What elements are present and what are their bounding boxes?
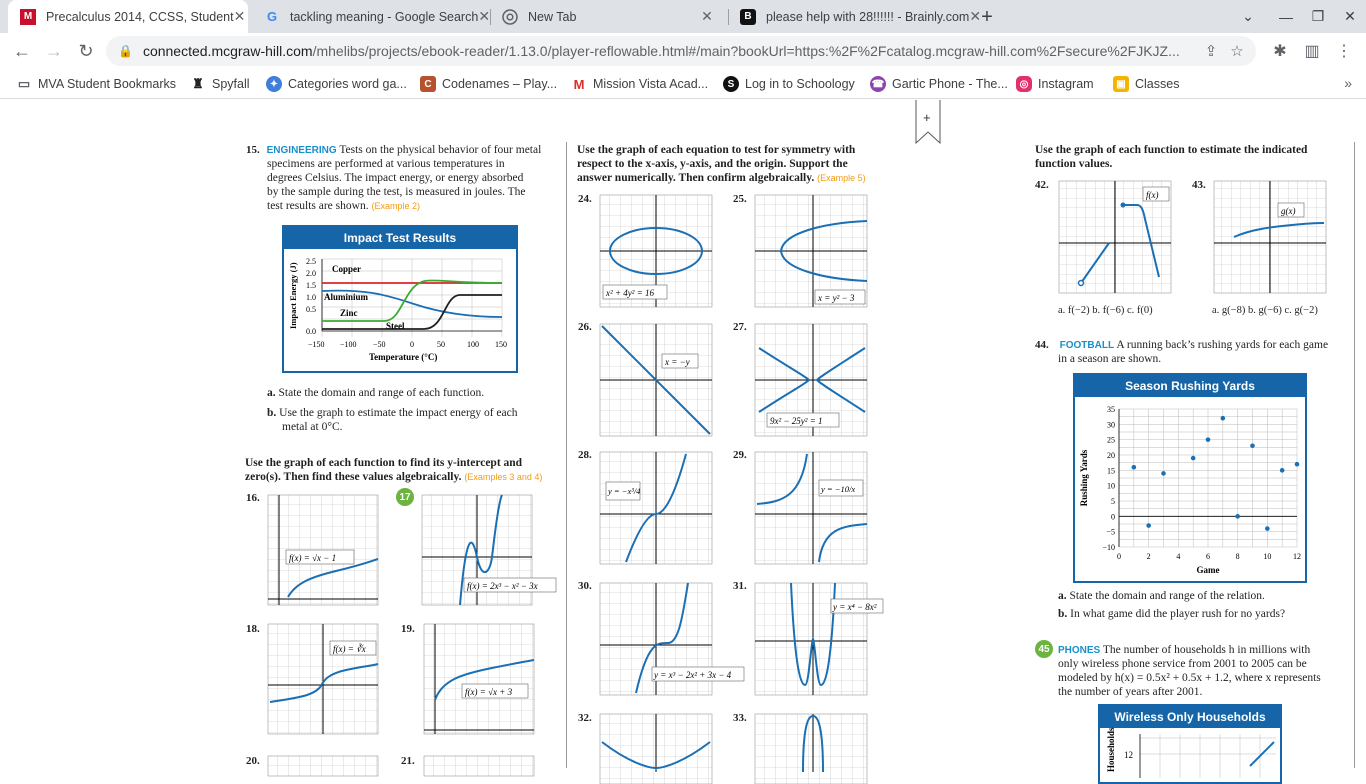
graph-16 xyxy=(266,493,382,609)
problem-parts: a. f(−2) b. f(−6) c. f(0) xyxy=(1058,305,1153,316)
url-text xyxy=(143,43,1198,59)
problem-number: 44. xyxy=(1035,339,1049,351)
graph-label: y = x³ − 2x² + 3x − 4 xyxy=(654,670,732,680)
tab-search-icon[interactable]: ⌄ xyxy=(1242,8,1254,24)
problem-text: The number of households h in millions with xyxy=(1102,644,1311,656)
x-axis-label: Game xyxy=(1196,565,1220,575)
column-divider xyxy=(1354,142,1355,768)
problem-number: 26. xyxy=(578,321,592,333)
categories-icon: ✦ xyxy=(266,76,282,92)
close-icon[interactable]: ✕ xyxy=(478,8,491,24)
graph-label: y = x⁴ − 8x² xyxy=(833,602,877,612)
x-tick: 150 xyxy=(495,340,507,349)
legend-zinc: Zinc xyxy=(340,308,358,318)
problem-number: 43. xyxy=(1192,179,1206,191)
problem-15 xyxy=(246,144,556,158)
y-tick: 0.0 xyxy=(306,327,316,336)
problem-text-line: test results are shown. xyxy=(267,200,369,212)
problem-number: 29. xyxy=(733,449,747,461)
data-point xyxy=(1235,514,1240,519)
graph-42 xyxy=(1057,179,1175,297)
problem-number: 15. xyxy=(246,144,260,156)
problem-text: the number of years after 2001. xyxy=(1058,686,1203,698)
back-icon[interactable]: ← xyxy=(13,40,31,61)
section-heading: Use the graph of each function to find its y-intercept and xyxy=(245,457,523,469)
graph-17 xyxy=(420,493,560,609)
tab-strip xyxy=(0,0,1366,33)
graph-43 xyxy=(1212,179,1330,297)
browser-toolbar xyxy=(0,33,1366,69)
bookmark-label: MVA Student Bookmarks xyxy=(38,77,177,91)
section-heading-line: answer numerically. Then confirm algebraically. xyxy=(577,172,815,184)
lock-icon[interactable]: 🔒 xyxy=(118,44,133,58)
graph-label: x = −y xyxy=(665,357,690,367)
topic-label: PHONES xyxy=(1058,645,1101,656)
chart-title: Impact Test Results xyxy=(284,227,516,249)
tab-precalculus[interactable] xyxy=(8,0,248,33)
example-reference: (Example 5) xyxy=(817,173,866,183)
x-tick: 0 xyxy=(1117,552,1121,561)
menu-icon[interactable]: ⋮ xyxy=(1336,43,1352,60)
ebook-page xyxy=(0,100,1366,772)
graph-21 xyxy=(422,754,538,768)
part-label: b. xyxy=(1058,608,1068,620)
problem-number: 25. xyxy=(733,193,747,205)
reload-icon[interactable]: ↻ xyxy=(78,40,94,61)
graph-label: f(x) xyxy=(1146,190,1159,200)
y-tick: 20 xyxy=(1107,451,1115,460)
graph-27 xyxy=(753,322,871,438)
share-icon[interactable]: ⇪ xyxy=(1204,43,1218,60)
url-path: /mhelibs/projects/ebook-reader/1.13.0/player-reflowable.html#/main?bookUrl=https:%2F%2Fcatalog.mcgraw-hill.com%2Fsecure%2FJKJZ... xyxy=(312,43,1180,59)
bookmark-gartic-phone[interactable] xyxy=(870,75,1008,93)
bookmark-mission-vista[interactable] xyxy=(571,75,708,93)
chrome-icon xyxy=(502,9,518,25)
bookmark-classes[interactable] xyxy=(1113,75,1179,93)
graph-33 xyxy=(753,712,871,772)
legend-copper: Copper xyxy=(332,264,361,274)
graph-label: y = −10/x xyxy=(821,484,856,494)
bookmark-instagram[interactable] xyxy=(1016,75,1094,93)
bookmark-label: Instagram xyxy=(1038,77,1094,91)
data-point xyxy=(1250,444,1255,449)
forward-icon[interactable]: → xyxy=(45,40,63,61)
y-tick: −5 xyxy=(1106,527,1115,537)
bookmark-plus-icon: + xyxy=(923,110,931,125)
tab-title: New Tab xyxy=(528,9,577,24)
problem-number: 20. xyxy=(246,755,260,767)
problem-number-badge: 17 xyxy=(396,488,414,506)
close-icon[interactable]: ✕ xyxy=(233,8,246,24)
problem-text: modeled by h(x) = 0.5x² + 0.5x + 1.2, where x represents xyxy=(1058,672,1321,684)
x-axis-label: Temperature (°C) xyxy=(369,352,438,362)
data-point xyxy=(1280,468,1285,473)
section-heading-line: zero(s). Then find these values algebraically. xyxy=(245,471,462,483)
bookmark-categories[interactable] xyxy=(266,75,407,93)
graph-28 xyxy=(598,450,716,566)
wireless-households-chart xyxy=(1098,704,1282,784)
codenames-icon: C xyxy=(420,76,436,92)
y-tick: 30 xyxy=(1107,420,1115,430)
tab-title: tackling meaning - Google Search xyxy=(290,9,479,24)
new-tab-button[interactable]: + xyxy=(981,5,993,28)
y-tick: 1.5 xyxy=(306,281,316,290)
part-label: a. xyxy=(1058,590,1067,602)
section-heading xyxy=(577,172,866,186)
wireless-chart-plot xyxy=(1100,728,1280,778)
graph-label: f(x) = √x − 1 xyxy=(289,553,337,563)
data-point xyxy=(1191,456,1196,461)
graph-label: 9x² − 25y² = 1 xyxy=(770,416,823,426)
bookmark-label: Classes xyxy=(1135,77,1180,91)
x-tick: 6 xyxy=(1206,552,1210,561)
y-tick: 0.5 xyxy=(306,305,316,314)
part-label: a. xyxy=(267,387,276,399)
x-tick: 10 xyxy=(1263,552,1272,561)
y-tick: 12 xyxy=(1124,750,1133,760)
x-tick: 100 xyxy=(467,340,479,349)
graph-31 xyxy=(753,581,885,697)
graph-19 xyxy=(422,622,538,738)
y-tick: 25 xyxy=(1107,435,1115,445)
part-text: State the domain and range of the relation. xyxy=(1069,590,1265,602)
topic-label: ENGINEERING xyxy=(266,145,337,156)
y-tick: 35 xyxy=(1107,405,1115,414)
gartic-icon: ☎ xyxy=(870,76,886,92)
data-point xyxy=(1161,471,1166,476)
gmail-icon: M xyxy=(573,76,585,92)
mcgraw-hill-icon: M xyxy=(20,9,36,25)
problem-number: 32. xyxy=(578,712,592,724)
data-point xyxy=(1221,416,1226,421)
y-tick: 1.0 xyxy=(306,293,316,302)
problem-number: 21. xyxy=(401,755,415,767)
bookmark-label: Gartic Phone - The... xyxy=(892,77,1008,91)
more-bookmarks-icon[interactable]: » xyxy=(1344,75,1352,91)
rushing-chart-plot xyxy=(1075,397,1305,581)
url-host: connected.mcgraw-hill.com xyxy=(142,43,313,59)
section-heading: Use the graph of each equation to test for symmetry with xyxy=(577,144,856,156)
y-tick: 2.5 xyxy=(306,257,316,266)
problem-number: 16. xyxy=(246,492,260,504)
problem-number: 19. xyxy=(401,623,415,635)
x-tick: −50 xyxy=(373,340,386,349)
problem-number: 42. xyxy=(1035,179,1049,191)
x-tick: 8 xyxy=(1235,552,1240,561)
add-bookmark-button[interactable] xyxy=(915,100,941,144)
y-tick: 15 xyxy=(1107,466,1115,476)
google-icon: G xyxy=(266,9,278,24)
bookmark-label: Mission Vista Acad... xyxy=(593,77,709,91)
part-text: State the domain and range of each function. xyxy=(278,387,485,399)
problem-number-badge: 45 xyxy=(1035,640,1053,658)
graph-32 xyxy=(598,712,716,772)
tab-brainly[interactable] xyxy=(728,0,982,33)
problem-15b xyxy=(267,407,517,421)
problem-number: 18. xyxy=(246,623,260,635)
x-tick: 2 xyxy=(1146,552,1151,561)
y-axis-label: Households xyxy=(1106,727,1116,772)
x-tick: −150 xyxy=(308,340,325,349)
section-heading: respect to the x-axis, y-axis, and the origin. Support the xyxy=(577,158,848,170)
y-axis-label: Impact Energy (J) xyxy=(288,262,298,329)
problem-number: 31. xyxy=(733,580,747,592)
graph-26 xyxy=(598,322,716,438)
bookmark-label: Spyfall xyxy=(212,77,250,91)
restore-button[interactable]: ❐ xyxy=(1311,8,1325,24)
problem-text: A running back’s rushing yards for each game xyxy=(1116,339,1329,351)
problem-text: in a season are shown. xyxy=(1058,353,1162,365)
rushing-yards-chart xyxy=(1073,373,1307,583)
section-heading: function values. xyxy=(1035,158,1113,170)
problem-44b xyxy=(1058,608,1285,622)
tab-title: please help with 28!!!!!! - Brainly.com xyxy=(766,9,970,24)
bookmark-codenames[interactable] xyxy=(420,75,557,93)
address-bar[interactable] xyxy=(106,36,1256,66)
problem-text: by the sample during the test, is measured in joules. The xyxy=(267,186,526,198)
graph-18 xyxy=(266,622,382,738)
impact-chart-plot xyxy=(284,249,516,371)
problem-text: degrees Celsius. The impact energy, or energy absorbed xyxy=(267,172,524,184)
section-heading xyxy=(245,471,542,485)
part-text: In what game did the player rush for no yards? xyxy=(1070,608,1286,620)
close-icon[interactable]: ✕ xyxy=(701,8,713,24)
problem-text: Tests on the physical behavior of four metal xyxy=(339,144,542,156)
impact-test-chart xyxy=(282,225,518,373)
part-text: Use the graph to estimate the impact energy of each xyxy=(279,407,518,419)
problem-45 xyxy=(1058,644,1310,658)
bookmark-spyfall[interactable] xyxy=(190,75,250,93)
graph-30 xyxy=(598,581,748,697)
extensions-icon[interactable]: ✱ xyxy=(1273,43,1287,60)
topic-label: FOOTBALL xyxy=(1059,340,1115,351)
graph-29 xyxy=(753,450,871,566)
graph-label: f(x) = ∛x xyxy=(333,644,366,654)
x-tick: 50 xyxy=(437,340,445,349)
bookmark-mva-student[interactable] xyxy=(16,75,176,93)
part-label: b. xyxy=(267,407,277,419)
problem-number: 24. xyxy=(578,193,592,205)
problem-text xyxy=(267,200,567,214)
problem-text: specimens are performed at various temperatures in xyxy=(267,158,505,170)
example-reference: (Examples 3 and 4) xyxy=(464,472,543,482)
problem-number: 33. xyxy=(733,712,747,724)
tab-google-search[interactable] xyxy=(252,0,491,33)
chart-title: Season Rushing Yards xyxy=(1075,375,1305,397)
close-window-button[interactable]: ✕ xyxy=(1344,8,1356,24)
y-tick: 5 xyxy=(1111,497,1115,506)
bookmark-schoology[interactable] xyxy=(723,75,855,93)
problem-text: only wireless phone service from 2001 to 2005 can be xyxy=(1058,658,1307,670)
classroom-icon: ▣ xyxy=(1113,76,1129,92)
column-divider xyxy=(566,142,567,768)
x-tick: 0 xyxy=(410,340,414,349)
problem-44 xyxy=(1035,339,1328,353)
problem-parts: a. g(−8) b. g(−6) c. g(−2) xyxy=(1212,305,1318,316)
graph-label: f(x) = 2x³ − x² − 3x xyxy=(467,581,538,591)
graph-label: x² + 4y² = 16 xyxy=(606,288,655,298)
graph-label: g(x) xyxy=(1281,206,1296,216)
legend-steel: Steel xyxy=(386,321,405,331)
x-tick: 4 xyxy=(1176,552,1181,561)
spy-icon: ♜ xyxy=(192,76,204,91)
tab-title: Precalculus 2014, CCSS, Student xyxy=(46,9,234,24)
data-point xyxy=(1206,437,1211,442)
graph-20 xyxy=(266,754,382,768)
section-heading: Use the graph of each function to estimate the indicated xyxy=(1035,144,1308,156)
side-panel-icon[interactable]: ▥ xyxy=(1304,43,1320,60)
problem-number: 28. xyxy=(578,449,592,461)
schoology-icon: S xyxy=(723,76,739,92)
minimize-button[interactable]: — xyxy=(1279,8,1293,25)
close-icon[interactable]: ✕ xyxy=(969,8,982,24)
chart-title: Wireless Only Households xyxy=(1100,706,1280,728)
data-point xyxy=(1295,462,1300,467)
tab-new-tab[interactable] xyxy=(490,0,725,33)
bookmarks-bar xyxy=(0,69,1366,99)
problem-15a xyxy=(267,387,484,401)
data-point xyxy=(1132,465,1137,470)
legend-aluminium: Aluminium xyxy=(324,292,369,302)
problem-number: 30. xyxy=(578,580,592,592)
problem-number: 27. xyxy=(733,321,747,333)
graph-25 xyxy=(753,193,871,309)
part-text: metal at 0°C. xyxy=(282,421,343,433)
y-tick: −10 xyxy=(1102,543,1115,552)
folder-icon: ▭ xyxy=(17,76,31,91)
problem-44a xyxy=(1058,590,1265,604)
instagram-icon: ◎ xyxy=(1016,76,1032,92)
bookmark-label: Categories word ga... xyxy=(288,77,407,91)
brainly-icon: B xyxy=(740,9,756,25)
graph-24 xyxy=(598,193,716,309)
y-tick: 10 xyxy=(1107,481,1115,491)
graph-label: f(x) = √x + 3 xyxy=(465,687,513,697)
graph-label: y = −x³/4 xyxy=(608,486,641,496)
star-icon[interactable]: ☆ xyxy=(1230,43,1244,60)
data-point xyxy=(1146,523,1151,528)
bookmark-label: Codenames – Play... xyxy=(442,77,558,91)
x-tick: 12 xyxy=(1293,552,1301,561)
bookmark-label: Log in to Schoology xyxy=(745,77,855,91)
y-tick: 2.0 xyxy=(306,269,316,278)
example-reference: (Example 2) xyxy=(371,201,420,211)
x-tick: −100 xyxy=(340,340,357,349)
y-axis-label: Rushing Yards xyxy=(1079,449,1089,507)
graph-label: x = y² − 3 xyxy=(818,293,855,303)
data-point xyxy=(1265,526,1270,531)
y-tick: 0 xyxy=(1111,512,1115,522)
